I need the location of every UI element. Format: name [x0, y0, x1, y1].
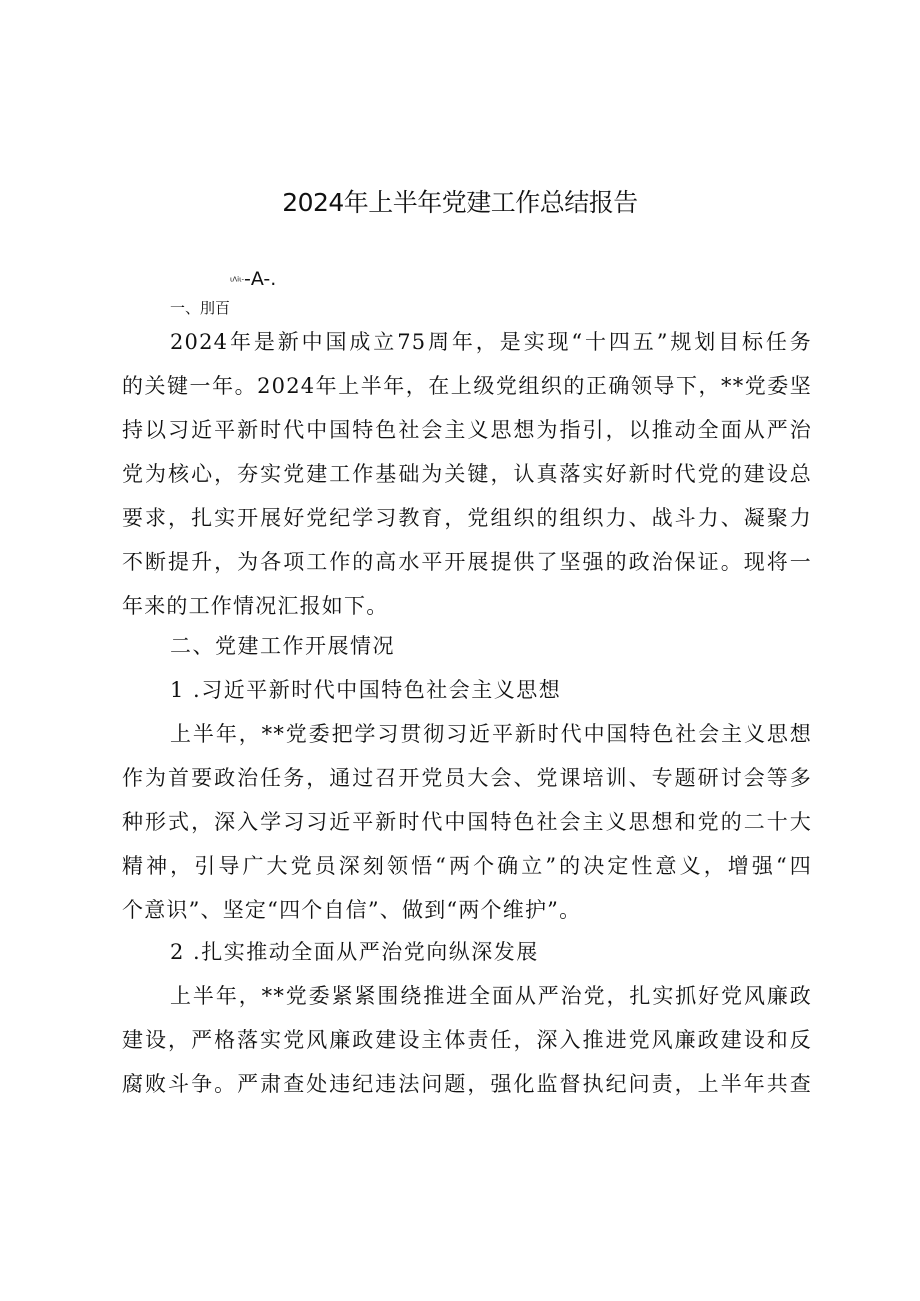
paragraph-discipline — [122, 974, 812, 1106]
paragraph-line: 建设，严格落实党风廉政建设主体责任，深入推进党风廉政建设和反 — [122, 1028, 812, 1052]
section-heading-party-building: 二、党建工作开展情况 — [170, 634, 395, 658]
paragraph-line: 作为首要政治任务，通过召开党员大会、党课培训、专题研讨会等多 — [122, 766, 812, 790]
scan-artifact-main: -A-. — [244, 268, 277, 290]
section-heading-preface: 一、刖百 — [170, 299, 231, 317]
paragraph-line: 党为核心，夯实党建工作基础为关键，认真落实好新时代党的建设总 — [122, 462, 812, 486]
paragraph-line: 年来的工作情况汇报如下。 — [122, 594, 389, 618]
paragraph-line: 不断提升，为各项工作的高水平开展提供了坚强的政治保证。现将一 — [122, 550, 812, 574]
paragraph-line: 2024年是新中国成立75周年，是实现“十四五”规划目标任务 — [170, 330, 812, 354]
paragraph-line: 的关键一年。2024年上半年，在上级党组织的正确领导下，**党委坚 — [122, 374, 812, 398]
paragraph-line: 上半年，**党委紧紧围绕推进全面从严治党，扎实抓好党风廉政 — [170, 984, 812, 1008]
subheading-1: 1 .习近平新时代中国特色社会主义思想 — [170, 678, 562, 702]
document-title: 2024年上半年党建工作总结报告 — [282, 188, 638, 217]
paragraph-line: 个意识”、坚定“四个自信”、做到“两个维护”。 — [122, 898, 582, 922]
subheading-2: 2 .扎实推动全面从严治党向纵深发展 — [170, 940, 539, 964]
paragraph-preface — [122, 320, 812, 628]
paragraph-line: 要求，扎实开展好党纪学习教育，党组织的组织力、战斗力、凝聚力 — [122, 506, 812, 530]
scan-artifact-tiny: ιΛiι- — [230, 275, 244, 284]
paragraph-line: 腐败斗争。严肃查处违纪违法问题，强化监督执纪问责，上半年共查 — [122, 1072, 812, 1096]
paragraph-line: 精神，引导广大党员深刻领悟“两个确立”的决定性意义，增强“四 — [122, 854, 812, 878]
paragraph-line: 持以习近平新时代中国特色社会主义思想为指引，以推动全面从严治 — [122, 418, 812, 442]
scan-artifact-text — [230, 268, 276, 290]
paragraph-study — [122, 712, 812, 932]
paragraph-line: 种形式，深入学习习近平新时代中国特色社会主义思想和党的二十大 — [122, 810, 812, 834]
paragraph-line: 上半年，**党委把学习贯彻习近平新时代中国特色社会主义思想 — [170, 722, 812, 746]
